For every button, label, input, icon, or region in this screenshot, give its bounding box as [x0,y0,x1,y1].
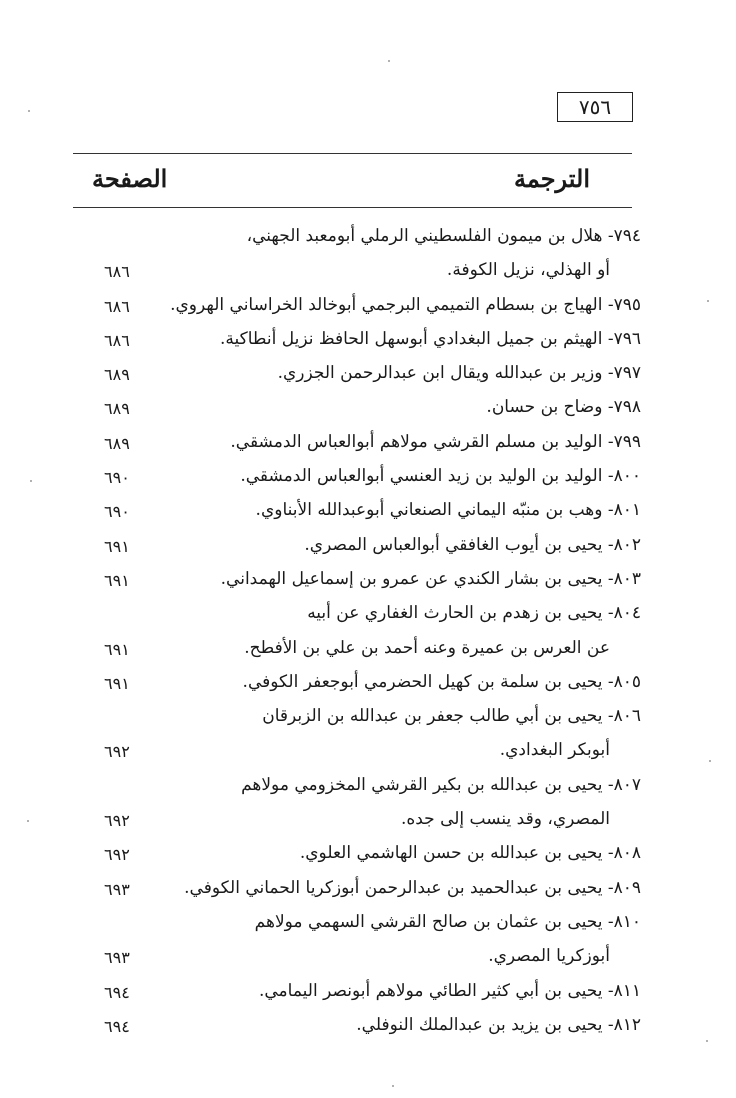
scan-speck [709,760,711,762]
scan-speck [28,110,30,112]
column-header-translation: الترجمة [513,164,590,193]
index-entry [0,601,736,635]
entry-page-number: ٦٩١ [104,570,130,590]
entry-title: ٧٩٦- الهيثم بن جميل البغدادي أبوسهل الحافظ نزيل أنطاكية. [219,328,641,349]
entry-page-number: ٦٩٤ [104,1016,130,1036]
index-entry-continuation [0,738,736,772]
entry-title: ٨١١- يحيى بن أبي كثير الطائي مولاهم أبونصر اليمامي. [258,980,641,1001]
scan-speck [392,1085,394,1087]
entry-title: ٨٠١- وهب بن منبّه اليماني الصنعاني أبوعبدالله الأبناوي. [255,500,641,521]
index-entry [0,395,736,429]
header-bottom-rule [73,207,632,208]
entry-title: ٨٠٠- الوليد بن الوليد بن زيد العنسي أبوالعباس الدمشقي. [240,466,641,487]
entry-title: ٨٠٩- يحيى بن عبدالحميد بن عبدالرحمن أبوزكريا الحماني الكوفي. [184,877,641,898]
entry-page-number: ٦٩٠ [104,502,130,522]
index-entry [0,1013,736,1047]
index-entry-continuation [0,807,736,841]
index-entry [0,464,736,498]
entry-page-number: ٦٩٢ [104,845,130,865]
index-entry [0,361,736,395]
index-entry-continuation [0,258,736,292]
entry-title: ٨١٠- يحيى بن عثمان بن صالح القرشي السهمي مولاهم [254,911,641,932]
entry-title: عن العرس بن عميرة وعنه أحمد بن علي بن الأفطح. [244,637,610,658]
column-header-page: الصفحة [92,164,168,193]
index-entry [0,430,736,464]
entry-title: أبوبكر البغدادي. [499,740,610,761]
entry-page-number: ٦٩١ [104,673,130,693]
index-entry-continuation [0,944,736,978]
index-entry [0,773,736,807]
entry-title: ٧٩٨- وضاح بن حسان. [486,397,641,418]
entry-title: ٧٩٧- وزير بن عبدالله ويقال ابن عبدالرحمن الجزري. [277,363,641,384]
entry-title: ٧٩٥- الهياج بن بسطام التميمي البرجمي أبوخالد الخراساني الهروي. [170,294,641,315]
entry-page-number: ٦٨٦ [104,330,130,350]
header-top-rule [73,153,632,154]
index-entry [0,670,736,704]
entry-title: ٧٩٩- الوليد بن مسلم القرشي مولاهم أبوالعباس الدمشقي. [230,431,641,452]
entry-title: أو الهذلي، نزيل الكوفة. [446,260,610,281]
entry-page-number: ٦٩٣ [104,948,130,968]
entry-page-number: ٦٩٤ [104,982,130,1002]
entry-page-number: ٦٨٩ [104,399,130,419]
index-entry [0,327,736,361]
entry-title: ٨٠٧- يحيى بن عبدالله بن بكير القرشي المخزومي مولاهم [241,774,641,795]
page-number: ٧٥٦ [557,92,633,122]
index-entry-continuation [0,636,736,670]
scan-speck [388,60,390,62]
entry-page-number: ٦٩٢ [104,742,130,762]
entry-page-number: ٦٩٣ [104,879,130,899]
index-entry [0,224,736,258]
entry-title: ٨٠٣- يحيى بن بشار الكندي عن عمرو بن إسماعيل الهمداني. [220,568,641,589]
entry-title: ٨٠٥- يحيى بن سلمة بن كهيل الحضرمي أبوجعفر الكوفي. [242,671,641,692]
entry-page-number: ٦٨٩ [104,433,130,453]
scan-speck [706,1040,708,1042]
index-entry [0,567,736,601]
entry-title: ٨٠٦- يحيى بن أبي طالب جعفر بن عبدالله بن الزبرقان [262,706,641,727]
index-entry [0,293,736,327]
entry-page-number: ٦٨٦ [104,262,130,282]
index-entry [0,704,736,738]
index-entry [0,498,736,532]
entry-page-number: ٦٩٢ [104,811,130,831]
entry-title: ٨٠٨- يحيى بن عبدالله بن حسن الهاشمي العلوي. [299,843,641,864]
entry-title: ٨٠٢- يحيى بن أيوب الغافقي أبوالعباس المصري. [304,534,641,555]
entry-page-number: ٦٩١ [104,536,130,556]
entry-page-number: ٦٩٠ [104,468,130,488]
scan-speck [30,480,32,482]
entry-title: المصري، وقد ينسب إلى جده. [400,809,610,830]
entry-title: ٨١٢- يحيى بن يزيد بن عبدالملك النوفلي. [356,1014,641,1035]
index-entry [0,910,736,944]
scan-speck [27,820,29,822]
entry-page-number: ٦٨٩ [104,365,130,385]
scan-speck [707,300,709,302]
index-entry [0,979,736,1013]
index-entries-list [0,224,736,1047]
entry-title: أبوزكريا المصري. [488,946,610,967]
entry-page-number: ٦٩١ [104,639,130,659]
index-entry [0,533,736,567]
entry-title: ٨٠٤- يحيى بن زهدم بن الحارث الغفاري عن أبيه [307,603,641,624]
index-entry [0,841,736,875]
entry-page-number: ٦٨٦ [104,296,130,316]
entry-title: ٧٩٤- هلال بن ميمون الفلسطيني الرملي أبومعبد الجهني، [246,226,641,246]
index-entry [0,876,736,910]
